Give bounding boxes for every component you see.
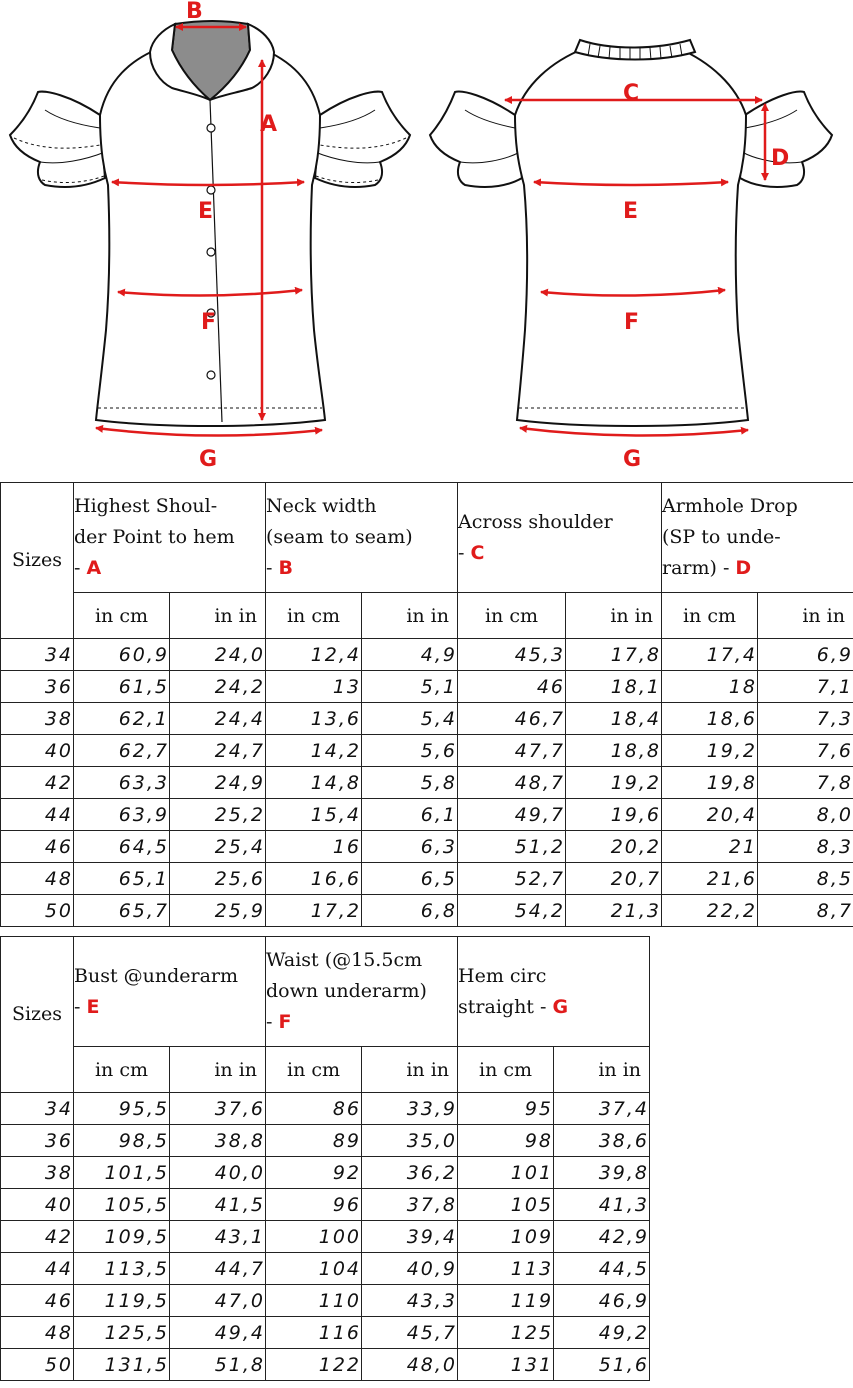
value-cell: 131 <box>458 1349 554 1381</box>
value-cell: 25,4 <box>170 831 266 863</box>
value-cell: 98,5 <box>74 1125 170 1157</box>
table-row <box>1 1253 650 1285</box>
value-cell: 49,2 <box>554 1317 650 1349</box>
value-cell: 15,4 <box>266 799 362 831</box>
table-row <box>1 1157 650 1189</box>
size-cell: 44 <box>1 1253 74 1285</box>
value-cell: 41,5 <box>170 1189 266 1221</box>
value-cell: 119,5 <box>74 1285 170 1317</box>
value-cell: 8,0 <box>758 799 853 831</box>
value-cell: 40,9 <box>362 1253 458 1285</box>
table-row <box>1 1093 650 1125</box>
value-cell: 6,1 <box>362 799 458 831</box>
value-cell: 8,3 <box>758 831 853 863</box>
table-row <box>1 1221 650 1253</box>
value-cell: 20,2 <box>566 831 662 863</box>
value-cell: 17,8 <box>566 639 662 671</box>
value-cell: 62,7 <box>74 735 170 767</box>
value-cell: 46 <box>458 671 566 703</box>
value-cell: 101 <box>458 1157 554 1189</box>
value-cell: 36,2 <box>362 1157 458 1189</box>
label-d: D <box>771 146 790 171</box>
value-cell: 19,2 <box>662 735 758 767</box>
value-cell: 52,7 <box>458 863 566 895</box>
value-cell: 16,6 <box>266 863 362 895</box>
value-cell: 5,4 <box>362 703 458 735</box>
size-cell: 38 <box>1 703 74 735</box>
unit-cm: in cm <box>458 593 566 639</box>
value-cell: 18,1 <box>566 671 662 703</box>
sizes-header: Sizes <box>1 483 74 639</box>
value-cell: 8,7 <box>758 895 853 927</box>
value-cell: 113,5 <box>74 1253 170 1285</box>
unit-in: in in <box>554 1047 650 1093</box>
value-cell: 51,2 <box>458 831 566 863</box>
table-row <box>1 767 853 799</box>
value-cell: 64,5 <box>74 831 170 863</box>
table-row <box>1 1349 650 1381</box>
value-cell: 20,7 <box>566 863 662 895</box>
value-cell: 24,2 <box>170 671 266 703</box>
unit-cm: in cm <box>74 593 170 639</box>
value-cell: 125 <box>458 1317 554 1349</box>
value-cell: 104 <box>266 1253 362 1285</box>
value-cell: 95 <box>458 1093 554 1125</box>
size-cell: 34 <box>1 639 74 671</box>
value-cell: 37,4 <box>554 1093 650 1125</box>
value-cell: 43,3 <box>362 1285 458 1317</box>
value-cell: 16 <box>266 831 362 863</box>
value-cell: 18,8 <box>566 735 662 767</box>
table-row <box>1 895 853 927</box>
table-row <box>1 703 853 735</box>
front-right-sleeve <box>315 92 410 187</box>
label-b: B <box>186 0 203 24</box>
size-cell: 34 <box>1 1093 74 1125</box>
value-cell: 5,8 <box>362 767 458 799</box>
value-cell: 6,8 <box>362 895 458 927</box>
value-cell: 4,9 <box>362 639 458 671</box>
unit-cm: in cm <box>266 593 362 639</box>
value-cell: 65,7 <box>74 895 170 927</box>
value-cell: 86 <box>266 1093 362 1125</box>
value-cell: 38,6 <box>554 1125 650 1157</box>
unit-in: in in <box>566 593 662 639</box>
value-cell: 18,4 <box>566 703 662 735</box>
arrow-g-back <box>520 428 748 436</box>
size-cell: 46 <box>1 831 74 863</box>
size-cell: 42 <box>1 767 74 799</box>
value-cell: 25,6 <box>170 863 266 895</box>
value-cell: 21 <box>662 831 758 863</box>
value-cell: 39,4 <box>362 1221 458 1253</box>
value-cell: 40,0 <box>170 1157 266 1189</box>
value-cell: 44,7 <box>170 1253 266 1285</box>
value-cell: 43,1 <box>170 1221 266 1253</box>
value-cell: 46,7 <box>458 703 566 735</box>
value-cell: 18,6 <box>662 703 758 735</box>
value-cell: 6,9 <box>758 639 853 671</box>
col-header-f: Waist (@15.5cm down underarm) - F <box>266 937 458 1047</box>
value-cell: 46,9 <box>554 1285 650 1317</box>
value-cell: 92 <box>266 1157 362 1189</box>
value-cell: 24,4 <box>170 703 266 735</box>
value-cell: 105,5 <box>74 1189 170 1221</box>
col-header-g: Hem circ straight - G <box>458 937 650 1047</box>
value-cell: 95,5 <box>74 1093 170 1125</box>
label-e-back: E <box>623 199 639 224</box>
value-cell: 33,9 <box>362 1093 458 1125</box>
size-cell: 40 <box>1 735 74 767</box>
value-cell: 8,5 <box>758 863 853 895</box>
value-cell: 47,0 <box>170 1285 266 1317</box>
label-f-back: F <box>624 310 640 335</box>
table-row <box>1 863 853 895</box>
col-header-c: Across shoulder - C <box>458 483 662 593</box>
value-cell: 47,7 <box>458 735 566 767</box>
arrow-g-front <box>96 428 322 436</box>
value-cell: 7,8 <box>758 767 853 799</box>
unit-cm: in cm <box>458 1047 554 1093</box>
value-cell: 18 <box>662 671 758 703</box>
value-cell: 6,3 <box>362 831 458 863</box>
value-cell: 96 <box>266 1189 362 1221</box>
size-table-2 <box>0 936 650 1381</box>
size-cell: 36 <box>1 671 74 703</box>
col-header-e: Bust @underarm - E <box>74 937 266 1047</box>
table-row <box>1 671 853 703</box>
table-row <box>1 1317 650 1349</box>
value-cell: 49,4 <box>170 1317 266 1349</box>
value-cell: 131,5 <box>74 1349 170 1381</box>
size-table-1 <box>0 482 853 927</box>
value-cell: 65,1 <box>74 863 170 895</box>
table-row <box>1 1189 650 1221</box>
value-cell: 98 <box>458 1125 554 1157</box>
value-cell: 19,6 <box>566 799 662 831</box>
size-cell: 50 <box>1 895 74 927</box>
label-a: A <box>260 112 278 137</box>
value-cell: 49,7 <box>458 799 566 831</box>
label-e-front: E <box>198 199 214 224</box>
value-cell: 42,9 <box>554 1221 650 1253</box>
value-cell: 6,5 <box>362 863 458 895</box>
col-header-a: Highest Shoul- der Point to hem - A <box>74 483 266 593</box>
value-cell: 12,4 <box>266 639 362 671</box>
value-cell: 25,2 <box>170 799 266 831</box>
unit-cm: in cm <box>74 1047 170 1093</box>
value-cell: 37,8 <box>362 1189 458 1221</box>
value-cell: 25,9 <box>170 895 266 927</box>
value-cell: 19,2 <box>566 767 662 799</box>
value-cell: 41,3 <box>554 1189 650 1221</box>
value-cell: 101,5 <box>74 1157 170 1189</box>
value-cell: 20,4 <box>662 799 758 831</box>
unit-cm: in cm <box>662 593 758 639</box>
label-c: C <box>623 81 640 106</box>
unit-cm: in cm <box>266 1047 362 1093</box>
value-cell: 5,1 <box>362 671 458 703</box>
value-cell: 19,8 <box>662 767 758 799</box>
garment-diagram <box>0 0 853 480</box>
value-cell: 62,1 <box>74 703 170 735</box>
label-f-front: F <box>201 310 217 335</box>
size-cell: 44 <box>1 799 74 831</box>
value-cell: 14,8 <box>266 767 362 799</box>
front-left-sleeve <box>10 92 105 187</box>
value-cell: 51,8 <box>170 1349 266 1381</box>
value-cell: 21,6 <box>662 863 758 895</box>
value-cell: 44,5 <box>554 1253 650 1285</box>
value-cell: 7,3 <box>758 703 853 735</box>
value-cell: 14,2 <box>266 735 362 767</box>
unit-in: in in <box>170 1047 266 1093</box>
back-collar-ruffle <box>575 40 695 60</box>
value-cell: 48,0 <box>362 1349 458 1381</box>
value-cell: 24,0 <box>170 639 266 671</box>
value-cell: 89 <box>266 1125 362 1157</box>
value-cell: 100 <box>266 1221 362 1253</box>
value-cell: 22,2 <box>662 895 758 927</box>
value-cell: 109,5 <box>74 1221 170 1253</box>
table-row <box>1 735 853 767</box>
value-cell: 45,7 <box>362 1317 458 1349</box>
value-cell: 13 <box>266 671 362 703</box>
value-cell: 113 <box>458 1253 554 1285</box>
size-cell: 40 <box>1 1189 74 1221</box>
value-cell: 17,2 <box>266 895 362 927</box>
unit-in: in in <box>362 593 458 639</box>
value-cell: 110 <box>266 1285 362 1317</box>
value-cell: 109 <box>458 1221 554 1253</box>
size-cell: 48 <box>1 1317 74 1349</box>
value-cell: 7,1 <box>758 671 853 703</box>
value-cell: 21,3 <box>566 895 662 927</box>
value-cell: 60,9 <box>74 639 170 671</box>
unit-in: in in <box>758 593 853 639</box>
unit-in: in in <box>362 1047 458 1093</box>
value-cell: 5,6 <box>362 735 458 767</box>
table-row <box>1 1125 650 1157</box>
value-cell: 24,7 <box>170 735 266 767</box>
unit-in: in in <box>170 593 266 639</box>
back-right-sleeve <box>740 92 832 187</box>
value-cell: 61,5 <box>74 671 170 703</box>
value-cell: 45,3 <box>458 639 566 671</box>
size-cell: 38 <box>1 1157 74 1189</box>
value-cell: 119 <box>458 1285 554 1317</box>
table-row <box>1 639 853 671</box>
col-header-b: Neck width (seam to seam) - B <box>266 483 458 593</box>
value-cell: 63,9 <box>74 799 170 831</box>
value-cell: 38,8 <box>170 1125 266 1157</box>
back-left-sleeve <box>430 92 522 187</box>
size-cell: 42 <box>1 1221 74 1253</box>
size-cell: 48 <box>1 863 74 895</box>
sizes-header: Sizes <box>1 937 74 1093</box>
table-row <box>1 799 853 831</box>
table-row <box>1 1285 650 1317</box>
table-row <box>1 831 853 863</box>
value-cell: 116 <box>266 1317 362 1349</box>
value-cell: 35,0 <box>362 1125 458 1157</box>
value-cell: 48,7 <box>458 767 566 799</box>
value-cell: 24,9 <box>170 767 266 799</box>
size-cell: 50 <box>1 1349 74 1381</box>
value-cell: 63,3 <box>74 767 170 799</box>
value-cell: 13,6 <box>266 703 362 735</box>
value-cell: 7,6 <box>758 735 853 767</box>
value-cell: 54,2 <box>458 895 566 927</box>
value-cell: 122 <box>266 1349 362 1381</box>
value-cell: 39,8 <box>554 1157 650 1189</box>
value-cell: 105 <box>458 1189 554 1221</box>
value-cell: 17,4 <box>662 639 758 671</box>
label-g-back: G <box>623 447 642 472</box>
size-cell: 36 <box>1 1125 74 1157</box>
col-header-d: Armhole Drop (SP to unde- rarm) - D <box>662 483 853 593</box>
label-g-front: G <box>199 447 218 472</box>
value-cell: 125,5 <box>74 1317 170 1349</box>
value-cell: 37,6 <box>170 1093 266 1125</box>
size-cell: 46 <box>1 1285 74 1317</box>
value-cell: 51,6 <box>554 1349 650 1381</box>
